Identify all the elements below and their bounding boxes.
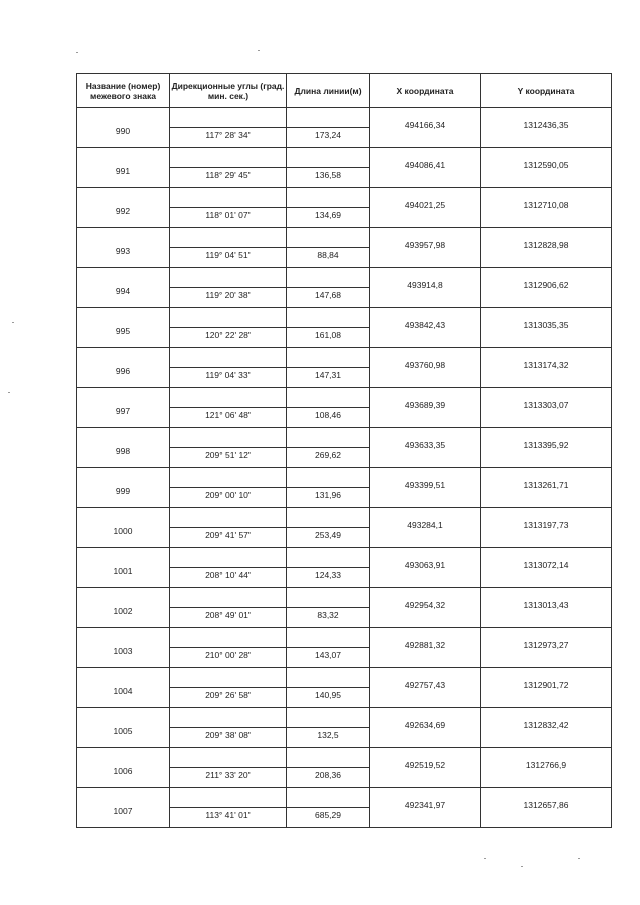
- y-coordinate-cell: [481, 708, 612, 748]
- line-length-cell-text: 253,49: [315, 529, 341, 540]
- empty-length-cell: [287, 748, 370, 768]
- point-name-cell-text: 992: [115, 205, 131, 216]
- direction-angle-cell-text: 209° 41' 57": [205, 529, 251, 540]
- y-coordinate-cell-text: 1312832,42: [523, 719, 569, 730]
- boundary-coordinates-table: [76, 73, 612, 828]
- point-name-cell: [77, 548, 170, 588]
- empty-length-cell: [287, 148, 370, 168]
- line-length-cell: [287, 208, 370, 228]
- line-length-cell: [287, 168, 370, 188]
- x-coordinate-cell-text: 492954,32: [404, 599, 446, 610]
- line-length-cell-text: 208,36: [315, 769, 341, 780]
- empty-angle-cell: [170, 788, 287, 808]
- y-coordinate-cell-text: 1312590,05: [523, 159, 569, 170]
- empty-angle-cell: [170, 388, 287, 408]
- y-coordinate-cell: [481, 748, 612, 788]
- empty-angle-cell: [170, 308, 287, 328]
- y-coordinate-cell-text: 1313174,32: [523, 359, 569, 370]
- y-coordinate-cell-text: 1313395,92: [523, 439, 569, 450]
- direction-angle-cell-text: 211° 33' 20": [205, 769, 251, 780]
- header-line-length: Длина линии(м): [287, 74, 370, 108]
- empty-length-cell: [287, 788, 370, 808]
- y-coordinate-cell: [481, 508, 612, 548]
- x-coordinate-cell-text: 492341,97: [404, 799, 446, 810]
- x-coordinate-cell-text: 493914,8: [407, 279, 443, 290]
- line-length-cell: [287, 368, 370, 388]
- empty-length-cell: [287, 668, 370, 688]
- x-coordinate-cell: [370, 228, 481, 268]
- direction-angle-cell: [170, 488, 287, 508]
- line-length-cell: [287, 128, 370, 148]
- line-length-cell-text: 161,08: [315, 329, 341, 340]
- x-coordinate-cell: [370, 428, 481, 468]
- empty-length-cell: [287, 308, 370, 328]
- empty-length-cell: [287, 228, 370, 248]
- direction-angle-cell-text: 119° 04' 51": [205, 249, 251, 260]
- y-coordinate-cell-text: 1312906,62: [523, 279, 569, 290]
- x-coordinate-cell: [370, 268, 481, 308]
- empty-length-cell: [287, 508, 370, 528]
- point-name-cell-text: 993: [115, 245, 131, 256]
- y-coordinate-cell: [481, 388, 612, 428]
- y-coordinate-cell: [481, 228, 612, 268]
- empty-length-cell: [287, 108, 370, 128]
- x-coordinate-cell-text: 492757,43: [404, 679, 446, 690]
- x-coordinate-cell: [370, 308, 481, 348]
- direction-angle-cell-text: 119° 04' 33": [205, 369, 251, 380]
- line-length-cell: [287, 568, 370, 588]
- empty-length-cell: [287, 588, 370, 608]
- point-name-cell: [77, 268, 170, 308]
- direction-angle-cell: [170, 128, 287, 148]
- point-name-cell-text: 1002: [113, 605, 133, 616]
- table-body: [77, 108, 612, 828]
- point-name-cell: [77, 148, 170, 188]
- empty-angle-cell: [170, 468, 287, 488]
- y-coordinate-cell: [481, 588, 612, 628]
- direction-angle-cell: [170, 168, 287, 188]
- empty-length-cell: [287, 708, 370, 728]
- line-length-cell: [287, 648, 370, 668]
- y-coordinate-cell-text: 1312657,86: [523, 799, 569, 810]
- direction-angle-cell: [170, 328, 287, 348]
- line-length-cell-text: 140,95: [315, 689, 341, 700]
- empty-angle-cell: [170, 588, 287, 608]
- empty-length-cell: [287, 348, 370, 368]
- x-coordinate-cell: [370, 748, 481, 788]
- y-coordinate-cell: [481, 468, 612, 508]
- table-row: [77, 748, 612, 768]
- table-row: [77, 308, 612, 328]
- y-coordinate-cell-text: 1313013,43: [523, 599, 569, 610]
- empty-angle-cell: [170, 188, 287, 208]
- point-name-cell-text: 990: [115, 125, 131, 136]
- y-coordinate-cell: [481, 148, 612, 188]
- point-name-cell: [77, 388, 170, 428]
- direction-angle-cell: [170, 568, 287, 588]
- empty-angle-cell: [170, 508, 287, 528]
- point-name-cell: [77, 428, 170, 468]
- scan-speck: [76, 52, 78, 53]
- y-coordinate-cell: [481, 788, 612, 828]
- empty-angle-cell: [170, 708, 287, 728]
- x-coordinate-cell: [370, 188, 481, 228]
- line-length-cell: [287, 688, 370, 708]
- y-coordinate-cell-text: 1312901,72: [523, 679, 569, 690]
- line-length-cell: [287, 408, 370, 428]
- x-coordinate-cell: [370, 388, 481, 428]
- x-coordinate-cell-text: 492881,32: [404, 639, 446, 650]
- line-length-cell: [287, 248, 370, 268]
- direction-angle-cell-text: 113° 41' 01": [205, 809, 251, 820]
- line-length-cell-text: 134,69: [315, 209, 341, 220]
- direction-angle-cell-text: 118° 01' 07": [205, 209, 251, 220]
- table-row: [77, 428, 612, 448]
- empty-length-cell: [287, 628, 370, 648]
- y-coordinate-cell-text: 1312710,08: [523, 199, 569, 210]
- empty-angle-cell: [170, 748, 287, 768]
- direction-angle-cell: [170, 768, 287, 788]
- table-row: [77, 228, 612, 248]
- direction-angle-cell: [170, 728, 287, 748]
- y-coordinate-cell-text: 1313072,14: [523, 559, 569, 570]
- y-coordinate-cell-text: 1312973,27: [523, 639, 569, 650]
- point-name-cell-text: 1000: [113, 525, 133, 536]
- table-row: [77, 388, 612, 408]
- point-name-cell: [77, 508, 170, 548]
- point-name-cell: [77, 188, 170, 228]
- y-coordinate-cell-text: 1312766,9: [525, 759, 567, 770]
- x-coordinate-cell-text: 494166,34: [404, 119, 446, 130]
- line-length-cell-text: 143,07: [315, 649, 341, 660]
- x-coordinate-cell: [370, 108, 481, 148]
- point-name-cell-text: 994: [115, 285, 131, 296]
- x-coordinate-cell-text: 493760,98: [404, 359, 446, 370]
- table-row: [77, 668, 612, 688]
- line-length-cell-text: 131,96: [315, 489, 341, 500]
- empty-angle-cell: [170, 348, 287, 368]
- direction-angle-cell-text: 209° 26' 58": [205, 689, 251, 700]
- point-name-cell-text: 997: [115, 405, 131, 416]
- x-coordinate-cell: [370, 668, 481, 708]
- point-name-cell: [77, 628, 170, 668]
- point-name-cell-text: 999: [115, 485, 131, 496]
- y-coordinate-cell-text: 1313303,07: [523, 399, 569, 410]
- direction-angle-cell-text: 208° 10' 44": [205, 569, 251, 580]
- point-name-cell: [77, 108, 170, 148]
- table-row: [77, 588, 612, 608]
- point-name-cell: [77, 708, 170, 748]
- direction-angle-cell-text: 209° 38' 08": [205, 729, 251, 740]
- direction-angle-cell: [170, 688, 287, 708]
- line-length-cell: [287, 808, 370, 828]
- empty-angle-cell: [170, 428, 287, 448]
- x-coordinate-cell: [370, 348, 481, 388]
- scan-speck: [484, 858, 486, 859]
- line-length-cell-text: 132,5: [317, 729, 339, 740]
- y-coordinate-cell: [481, 628, 612, 668]
- point-name-cell: [77, 308, 170, 348]
- line-length-cell-text: 269,62: [315, 449, 341, 460]
- x-coordinate-cell-text: 493063,91: [404, 559, 446, 570]
- y-coordinate-cell: [481, 348, 612, 388]
- table-row: [77, 348, 612, 368]
- table-row: [77, 548, 612, 568]
- point-name-cell: [77, 748, 170, 788]
- line-length-cell: [287, 328, 370, 348]
- point-name-cell: [77, 228, 170, 268]
- table-header-row: [77, 74, 612, 108]
- point-name-cell-text: 1007: [113, 805, 133, 816]
- point-name-cell-text: 991: [115, 165, 131, 176]
- direction-angle-cell: [170, 448, 287, 468]
- point-name-cell-text: 995: [115, 325, 131, 336]
- y-coordinate-cell-text: 1313035,35: [523, 319, 569, 330]
- table-row: [77, 468, 612, 488]
- empty-length-cell: [287, 428, 370, 448]
- direction-angle-cell: [170, 608, 287, 628]
- header-direction-angle: Дирекционные углы (град. мин. сек.): [170, 74, 287, 108]
- direction-angle-cell-text: 209° 00' 10": [205, 489, 251, 500]
- direction-angle-cell: [170, 208, 287, 228]
- empty-angle-cell: [170, 668, 287, 688]
- x-coordinate-cell-text: 493957,98: [404, 239, 446, 250]
- table-row: [77, 628, 612, 648]
- header-point-name: Название (номер) межевого знака: [77, 74, 170, 108]
- direction-angle-cell-text: 119° 20' 38": [205, 289, 251, 300]
- y-coordinate-cell: [481, 188, 612, 228]
- x-coordinate-cell: [370, 148, 481, 188]
- empty-length-cell: [287, 388, 370, 408]
- line-length-cell-text: 88,84: [317, 249, 339, 260]
- line-length-cell-text: 147,68: [315, 289, 341, 300]
- empty-length-cell: [287, 268, 370, 288]
- scan-speck: [8, 392, 10, 393]
- x-coordinate-cell-text: 493633,35: [404, 439, 446, 450]
- x-coordinate-cell-text: 494086,41: [404, 159, 446, 170]
- empty-length-cell: [287, 468, 370, 488]
- point-name-cell-text: 1005: [113, 725, 133, 736]
- direction-angle-cell: [170, 408, 287, 428]
- y-coordinate-cell: [481, 308, 612, 348]
- y-coordinate-cell-text: 1312828,98: [523, 239, 569, 250]
- x-coordinate-cell: [370, 628, 481, 668]
- x-coordinate-cell-text: 493689,39: [404, 399, 446, 410]
- direction-angle-cell: [170, 528, 287, 548]
- line-length-cell-text: 83,32: [317, 609, 339, 620]
- x-coordinate-cell: [370, 788, 481, 828]
- x-coordinate-cell-text: 492519,52: [404, 759, 446, 770]
- line-length-cell: [287, 528, 370, 548]
- table-row: [77, 108, 612, 128]
- x-coordinate-cell: [370, 708, 481, 748]
- scan-speck: [258, 50, 260, 51]
- line-length-cell-text: 685,29: [315, 809, 341, 820]
- direction-angle-cell: [170, 648, 287, 668]
- header-x-coordinate: X координата: [370, 74, 481, 108]
- table-row: [77, 788, 612, 808]
- direction-angle-cell: [170, 808, 287, 828]
- line-length-cell: [287, 608, 370, 628]
- line-length-cell-text: 147,31: [315, 369, 341, 380]
- x-coordinate-cell-text: 493284,1: [407, 519, 443, 530]
- header-y-coordinate: Y координата: [481, 74, 612, 108]
- point-name-cell: [77, 588, 170, 628]
- point-name-cell-text: 1004: [113, 685, 133, 696]
- line-length-cell-text: 136,58: [315, 169, 341, 180]
- x-coordinate-cell: [370, 548, 481, 588]
- y-coordinate-cell-text: 1313197,73: [523, 519, 569, 530]
- point-name-cell: [77, 468, 170, 508]
- line-length-cell-text: 124,33: [315, 569, 341, 580]
- line-length-cell: [287, 448, 370, 468]
- x-coordinate-cell-text: 492634,69: [404, 719, 446, 730]
- point-name-cell-text: 996: [115, 365, 131, 376]
- empty-length-cell: [287, 548, 370, 568]
- y-coordinate-cell: [481, 428, 612, 468]
- point-name-cell: [77, 348, 170, 388]
- table-row: [77, 188, 612, 208]
- direction-angle-cell: [170, 248, 287, 268]
- y-coordinate-cell: [481, 668, 612, 708]
- x-coordinate-cell: [370, 468, 481, 508]
- y-coordinate-cell-text: 1313261,71: [523, 479, 569, 490]
- direction-angle-cell-text: 121° 06' 48": [205, 409, 251, 420]
- y-coordinate-cell-text: 1312436,35: [523, 119, 569, 130]
- line-length-cell-text: 173,24: [315, 129, 341, 140]
- point-name-cell-text: 1003: [113, 645, 133, 656]
- y-coordinate-cell: [481, 268, 612, 308]
- empty-angle-cell: [170, 148, 287, 168]
- point-name-cell-text: 1001: [113, 565, 133, 576]
- table-row: [77, 708, 612, 728]
- direction-angle-cell-text: 118° 29' 45": [205, 169, 251, 180]
- y-coordinate-cell: [481, 548, 612, 588]
- point-name-cell-text: 998: [115, 445, 131, 456]
- scan-speck: [521, 866, 523, 867]
- table-row: [77, 148, 612, 168]
- x-coordinate-cell: [370, 588, 481, 628]
- line-length-cell: [287, 288, 370, 308]
- scan-speck: [578, 858, 580, 859]
- line-length-cell: [287, 768, 370, 788]
- x-coordinate-cell: [370, 508, 481, 548]
- empty-angle-cell: [170, 108, 287, 128]
- point-name-cell: [77, 668, 170, 708]
- scan-speck: [12, 322, 14, 323]
- x-coordinate-cell-text: 493842,43: [404, 319, 446, 330]
- direction-angle-cell-text: 117° 28' 34": [205, 129, 251, 140]
- table-row: [77, 508, 612, 528]
- direction-angle-cell-text: 210° 00' 28": [205, 649, 251, 660]
- empty-angle-cell: [170, 268, 287, 288]
- table-row: [77, 268, 612, 288]
- direction-angle-cell-text: 120° 22' 28": [205, 329, 251, 340]
- x-coordinate-cell-text: 494021,25: [404, 199, 446, 210]
- empty-angle-cell: [170, 628, 287, 648]
- point-name-cell-text: 1006: [113, 765, 133, 776]
- direction-angle-cell-text: 208° 49' 01": [205, 609, 251, 620]
- empty-angle-cell: [170, 228, 287, 248]
- line-length-cell: [287, 728, 370, 748]
- empty-length-cell: [287, 188, 370, 208]
- line-length-cell: [287, 488, 370, 508]
- y-coordinate-cell: [481, 108, 612, 148]
- line-length-cell-text: 108,46: [315, 409, 341, 420]
- direction-angle-cell: [170, 288, 287, 308]
- direction-angle-cell: [170, 368, 287, 388]
- point-name-cell: [77, 788, 170, 828]
- x-coordinate-cell-text: 493399,51: [404, 479, 446, 490]
- empty-angle-cell: [170, 548, 287, 568]
- direction-angle-cell-text: 209° 51' 12": [205, 449, 251, 460]
